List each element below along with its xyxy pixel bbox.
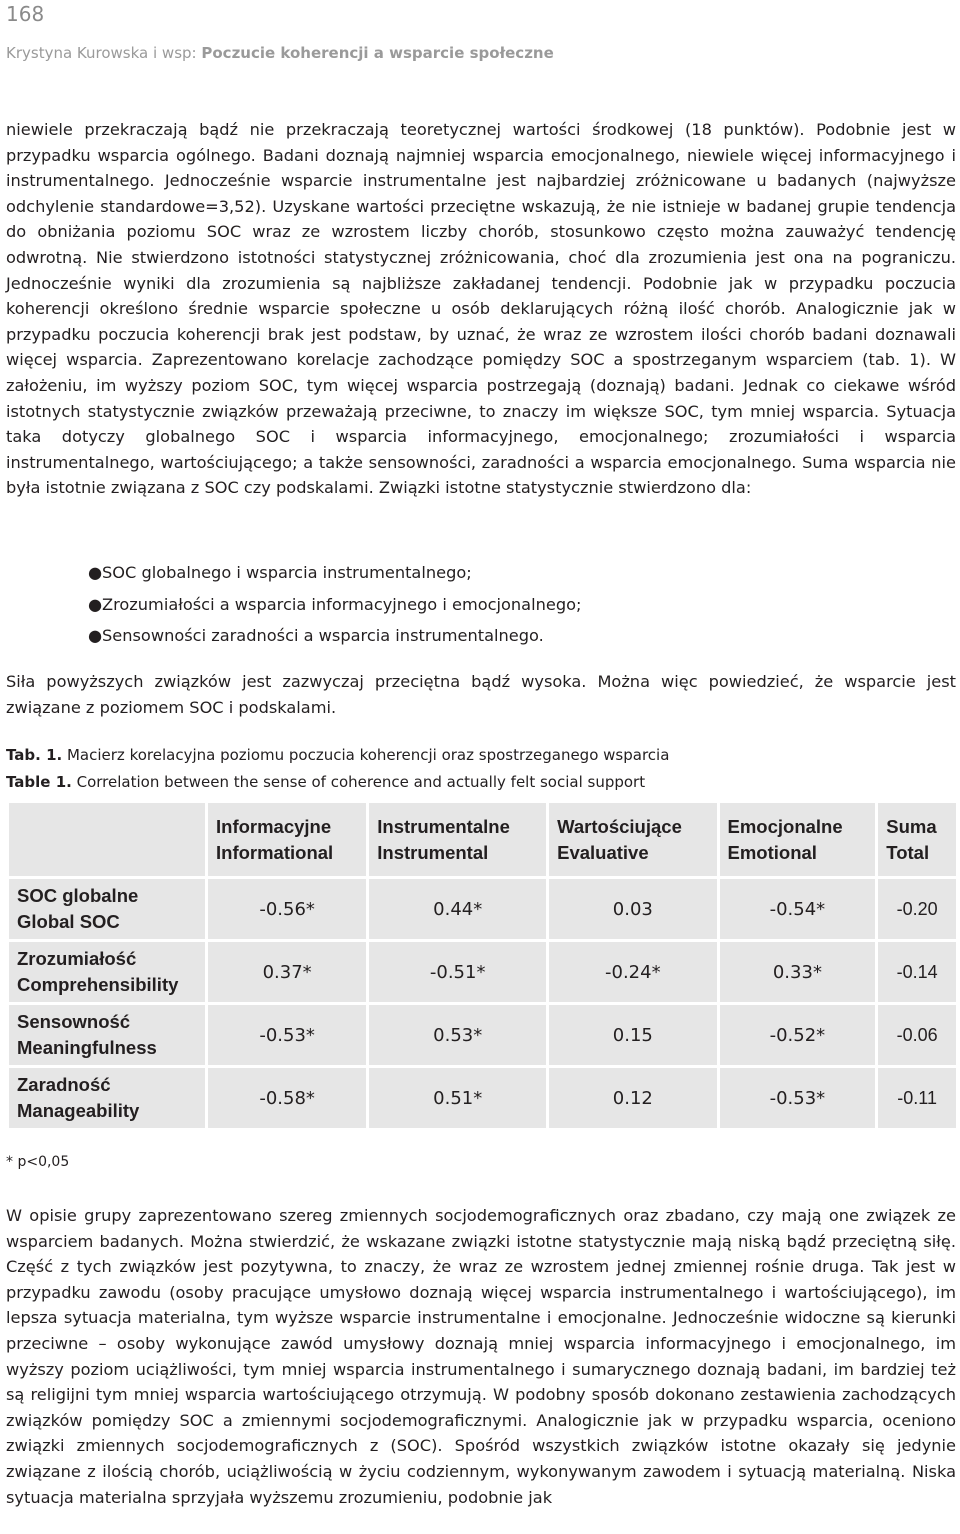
bullet-text: Zrozumiałości a wsparcia informacyjnego i emocjonalnego; [102, 594, 582, 614]
body-paragraph-2: Siła powyższych związków jest zazwyczaj przeciętna bądź wysoka. Można więc powiedzieć, że wsparcie jest związane z poziomem SOC i podskalami. [6, 672, 956, 717]
list-item [88, 560, 581, 592]
table-cell: -0.54* [720, 879, 876, 939]
table-cell: -0.24* [549, 942, 716, 1002]
body-paragraph-3: W opisie grupy zaprezentowano szereg zmiennych socjodemograficznych oraz zbadano, czy mają one związek ze wsparciem badanych. Można stwierdzić, że wskazane związki istotne statystycznie mają niską bądź przeciętną siłę. Część z tych związków jest pozytywna, to znaczy, że wraz ze wzrostem jednej zmiennej rośnie druga. Tak jest w przypadku zawodu (osoby pracujące umysłowo doznają więcej wsparcia instrumentalnego i wartościującego), im lepsza sytuacja materialna, tym wyższe wsparcie instrumentalne i emocjonalne. Jednocześnie widoczne są kierunki przeciwne – osoby wykonujące zawód umysłowy doznają mniej wsparcia informacyjnego i emocjonalnego, im wyższy poziom uciążliwości, tym mniej wsparcia instrumentalnego i sumarycznego doznają badani, im bardziej też są religijni tym mniej wsparcia wartościującego otrzymują. W podobny sposób dokonano zestawienia zachodzących związków pomiędzy SOC a zmiennymi socjodemograficznymi. Analogicznie jak w przypadku wsparcia, oceniono związki zmiennych socjodemograficznych z (SOC). Spośród wszystkich związków istotne okazały się jedynie związane z ilością chorób, uciążliwością w życiu codziennym, wykonywanym zawodem i sytuacją materialną. Niska sytuacja materialna sprzyjała wyższemu zrozumieniu, podobnie jak [6, 1206, 956, 1507]
table-cell: 0.03 [549, 879, 716, 939]
table-cell: 0.51* [369, 1068, 546, 1128]
column-header: Wartościujące Evaluative [549, 803, 716, 876]
table-cell: -0.51* [369, 942, 546, 1002]
bullet-dot-icon: ● [88, 626, 103, 645]
table-cell: 0.33* [720, 942, 876, 1002]
row-header: Sensowność Meaningfulness [9, 1005, 205, 1065]
column-header: Emocjonalne Emotional [720, 803, 876, 876]
caption-text: Macierz korelacyjna poziomu poczucia koherencji oraz spostrzeganego wsparcia [62, 746, 670, 764]
running-head-authors: Krystyna Kurowska i wsp: [6, 44, 197, 62]
table-cell: 0.44* [369, 879, 546, 939]
table-cell: 0.12 [549, 1068, 716, 1128]
row-header: Zaradność Manageability [9, 1068, 205, 1128]
correlation-table [6, 800, 959, 1131]
column-header: Suma Total [878, 803, 956, 876]
table-cell: -0.06 [878, 1005, 956, 1065]
bullet-text: SOC globalnego i wsparcia instrumentalnego; [102, 563, 472, 582]
table-row [9, 879, 956, 939]
body-paragraph-1: niewiele przekraczają bądź nie przekraczają teoretycznej wartości środkowej (18 punktów). Podobnie jest w przypadku wsparcia ogólnego. Badani doznają najmniej wsparcia emocjonalnego, niewiele więcej informacyjnego i instrumentalnego. Jednocześnie wsparcie instrumentalne jest najbardziej zróżnicowane u badanych (najwyższe odchylenie standardowe=3,52). Uzyskane wartości przeciętne wskazują, że nie istnieje w badanej grupie tendencja do obniżania poziomu SOC wraz ze wzrostem liczby chorób, stosunkowo często można zauważyć tendencję odwrotną. Nie stwierdzono istotności statystycznej zróżnicowania, choć dla zrozumienia jest ona na pograniczu. Jednocześnie wyniki dla zrozumienia są najbliższe zakładanej tendencji. Podobnie jak w przypadku poczucia koherencji określono średnie wsparcie społeczne u osób deklarujących różną ilość chorób. Analogicznie jak w przypadku poczucia koherencji brak jest podstaw, by uznać, że wraz ze wzrostem ilości chorób badani doznawali więcej wsparcia. Zaprezentowano korelacje zachodzące pomiędzy SOC a spostrzeganym wsparciem (tab. 1). W założeniu, im wyższy poziom SOC, tym więcej wsparcia postrzegają (doznają) badani. Jednak co ciekawe wśród istotnych statystycznie związków przeważają przeciwne, to znaczy im większe SOC, tym mniej wsparcia. Sytuacja taka dotyczy globalnego SOC i wsparcia informacyjnego, emocjonalnego; zrozumiałości i wsparcia instrumentalnego, wartościującego; a także sensowności, zaradności a wsparcia emocjonalnego. Suma wsparcia nie była istotnie związana z SOC czy podskalami. Związki istotne statystycznie stwierdzono dla: [6, 120, 956, 498]
column-header: Informacyjne Informational [208, 803, 366, 876]
list-item [88, 592, 581, 624]
table-cell: -0.53* [720, 1068, 876, 1128]
corner-cell [9, 803, 205, 876]
bullet-text: Sensowności zaradności a wsparcia instrumentalnego. [102, 626, 544, 645]
table-cell: 0.15 [549, 1005, 716, 1065]
caption-label: Table 1. [6, 773, 72, 791]
column-header: Instrumentalne Instrumental [369, 803, 546, 876]
table-cell: -0.14 [878, 942, 956, 1002]
table-cell: -0.52* [720, 1005, 876, 1065]
table-row [9, 1068, 956, 1128]
table-footnote: * p<0,05 [6, 1154, 70, 1170]
bullet-dot-icon: ● [88, 563, 103, 582]
caption-label: Tab. 1. [6, 746, 63, 764]
row-header: Zrozumiałość Comprehensibility [9, 942, 205, 1002]
bullet-dot-icon: ● [88, 594, 103, 614]
table-row [9, 942, 956, 1002]
table-caption-pl [6, 746, 669, 764]
table-cell: -0.20 [878, 879, 956, 939]
bullet-list [88, 560, 581, 655]
table-cell: 0.53* [369, 1005, 546, 1065]
page-number: 168 [6, 2, 45, 26]
table-header-row [9, 803, 956, 876]
table-cell: -0.56* [208, 879, 366, 939]
table-row [9, 1005, 956, 1065]
row-header: SOC globalne Global SOC [9, 879, 205, 939]
running-head [6, 44, 554, 62]
table-cell: -0.58* [208, 1068, 366, 1128]
running-head-title: Poczucie koherencji a wsparcie społeczne [201, 44, 554, 62]
table-caption-en [6, 773, 645, 791]
table-cell: -0.53* [208, 1005, 366, 1065]
table-cell: 0.37* [208, 942, 366, 1002]
table-cell: -0.11 [878, 1068, 956, 1128]
caption-text: Correlation between the sense of coherence and actually felt social support [71, 773, 646, 791]
list-item [88, 623, 581, 655]
